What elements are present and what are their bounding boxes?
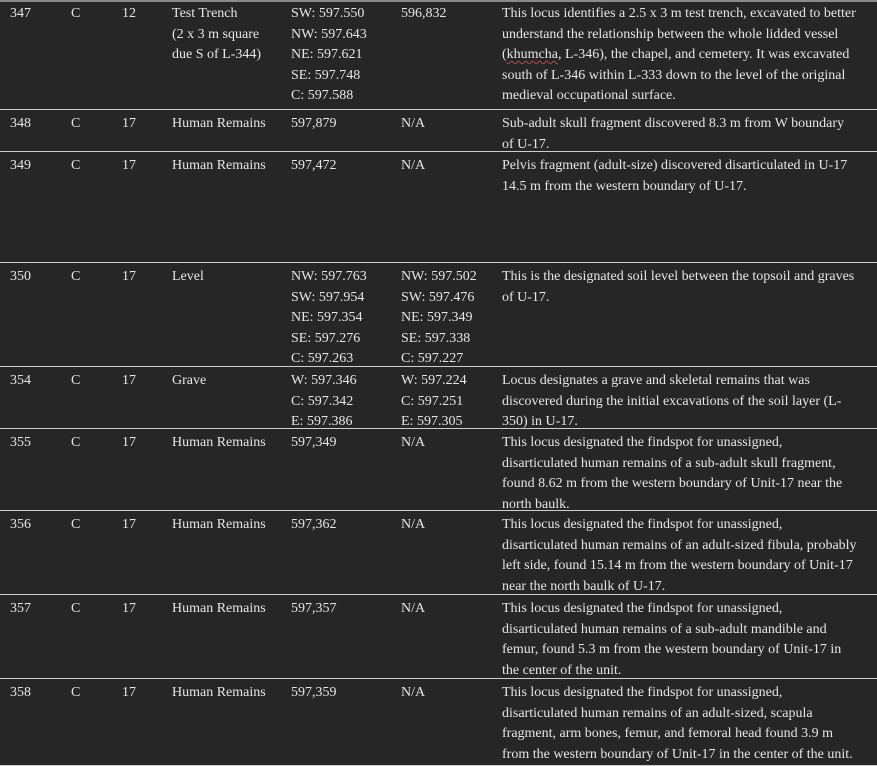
locus-description-line: from the western boundary of Unit-17 in the center of the unit. [502,746,853,762]
unit-number: 17 [122,269,136,284]
locus-description-line: medieval occupational surface. [502,88,676,104]
opening-elevation-line: C: 597.263 [291,351,354,367]
closing-elevation [401,433,425,454]
unit-number: 17 [122,517,136,532]
locus-description-line: 350) in U-17. [502,414,578,430]
locus-description-line: This is the designated soil level between the topsoil and graves [502,269,855,284]
opening-elevation [291,683,337,704]
table-row [0,511,877,595]
unit-number: 17 [122,435,136,450]
locus-description-line: femur, found 5.3 m from the western boundary of Unit-17 in [502,642,842,658]
closing-elevation-line: E: 597.305 [401,414,463,430]
table-row [0,679,877,766]
locus-description [502,156,872,197]
locus-number: 355 [10,435,31,450]
opening-elevation-line: SW: 597.954 [291,289,365,305]
closing-elevation [401,371,467,433]
locus-type-line: Human Remains [172,116,266,131]
area-code: C [71,269,81,284]
area-code: C [71,435,81,450]
locus-type-line: Grave [172,373,207,388]
closing-elevation [401,267,477,370]
opening-elevation-line: 597,359 [291,685,337,700]
locus-description-line: of U-17. [502,289,550,305]
unit-number: 17 [122,601,136,616]
unit-number: 17 [122,373,136,388]
locus-type-line: Human Remains [172,158,266,173]
locus-description [502,515,872,597]
locus-type [172,433,266,454]
locus-description-line: discovered during the initial excavations of the soil layer (L- [502,393,842,409]
locus-type-line: Human Remains [172,435,266,450]
closing-elevation [401,515,425,536]
opening-elevation [291,371,357,433]
table-row [0,110,877,152]
locus-description-line: Sub-adult skull fragment discovered 8.3 m from W boundary [502,116,845,131]
locus-type [172,371,206,392]
locus-type [172,683,266,704]
unit-number: 17 [122,685,136,700]
closing-elevation-line: 596,832 [401,6,447,21]
opening-elevation-line: 597,357 [291,601,337,616]
locus-type [172,599,266,620]
unit-number: 17 [122,116,136,131]
table-row [0,429,877,511]
locus-type-line: Human Remains [172,685,266,700]
closing-elevation [401,114,425,135]
opening-elevation [291,515,337,536]
opening-elevation [291,599,337,620]
area-code: C [71,517,81,532]
opening-elevation-line: SW: 597.550 [291,6,365,21]
closing-elevation-line: N/A [401,517,426,532]
locus-number: 350 [10,269,31,284]
opening-elevation [291,4,367,107]
locus-description-line: north baulk. [502,496,570,512]
closing-elevation-line: W: 597.224 [401,373,467,388]
locus-description [502,683,872,765]
closing-elevation-line: N/A [401,685,426,700]
locus-description-line: disarticulated human remains of a sub-adult mandible and [502,621,827,637]
locus-description-line: This locus designated the findspot for unassigned, [502,435,783,450]
opening-elevation-line: C: 597.342 [291,393,354,409]
locus-type-line: due S of L-344) [172,47,262,63]
opening-elevation-line: NW: 597.643 [291,26,367,42]
locus-number: 347 [10,6,31,21]
opening-elevation-line: E: 597.386 [291,414,353,430]
opening-elevation-line: 597,362 [291,517,337,532]
locus-description-line: Locus designates a grave and skeletal remains that was [502,373,810,388]
spellcheck-flag: khumcha [506,47,558,63]
opening-elevation-line: SE: 597.276 [291,330,361,346]
unit-number: 12 [122,6,136,21]
opening-elevation-line: C: 597.588 [291,88,354,104]
closing-elevation [401,683,425,704]
closing-elevation-line: N/A [401,601,426,616]
locus-number: 349 [10,158,31,173]
locus-description [502,114,872,155]
table-row [0,0,877,110]
opening-elevation-line: 597,349 [291,435,337,450]
closing-elevation-line: SW: 597.476 [401,289,475,305]
locus-number: 357 [10,601,31,616]
area-code: C [71,116,81,131]
locus-description-line: This locus designated the findspot for unassigned, [502,685,783,700]
closing-elevation-line: NW: 597.502 [401,269,477,284]
opening-elevation [291,433,337,454]
area-code: C [71,601,81,616]
locus-type-line: Test Trench [172,6,238,21]
locus-type [172,515,266,536]
locus-description [502,371,872,433]
closing-elevation-line: C: 597.251 [401,393,464,409]
locus-description [502,433,872,515]
table-row [0,595,877,679]
area-code: C [71,685,81,700]
opening-elevation-line: NE: 597.621 [291,47,363,63]
locus-description [502,599,872,681]
locus-description-line: of U-17. [502,136,550,152]
opening-elevation-line: SE: 597.748 [291,67,361,83]
table-row [0,263,877,367]
closing-elevation-line: SE: 597.338 [401,330,471,346]
locus-type [172,156,266,177]
locus-number: 358 [10,685,31,700]
opening-elevation-line: W: 597.346 [291,373,357,388]
locus-type [172,114,266,135]
table-row [0,152,877,263]
locus-description-line: the center of the unit. [502,662,622,678]
opening-elevation-line: 597,472 [291,158,337,173]
locus-description-line: found 8.62 m from the western boundary of Unit-17 near the [502,476,843,492]
closing-elevation-line: N/A [401,116,426,131]
locus-description-line: (khumcha, L-346), the chapel, and cemetery. It was excavated [502,47,850,63]
locus-type [172,4,261,66]
closing-elevation-line: N/A [401,435,426,450]
table-row [0,367,877,429]
locus-type [172,267,204,288]
area-code: C [71,158,81,173]
locus-number: 348 [10,116,31,131]
locus-description [502,4,872,107]
opening-elevation [291,114,337,135]
locus-type-line: Human Remains [172,517,266,532]
locus-description-line: This locus identifies a 2.5 x 3 m test trench, excavated to better [502,6,856,21]
closing-elevation-line: NE: 597.349 [401,310,473,326]
locus-description-line: south of L-346 within L-333 down to the level of the original [502,67,846,83]
opening-elevation [291,267,367,370]
locus-type-line: Human Remains [172,601,266,616]
locus-description-line: disarticulated human remains of a sub-adult skull fragment, [502,455,836,471]
locus-number: 354 [10,373,31,388]
locus-number: 356 [10,517,31,532]
locus-description-line: fragment, arm bones, femur, and femoral head found 3.9 m [502,726,834,742]
closing-elevation [401,156,425,177]
locus-description-line: 14.5 m from the western boundary of U-17. [502,178,747,194]
closing-elevation [401,599,425,620]
locus-type-line: (2 x 3 m square [172,26,260,42]
locus-type-line: Level [172,269,204,284]
closing-elevation [401,4,447,25]
locus-description-line: left side, found 15.14 m from the western boundary of Unit-17 [502,558,853,574]
opening-elevation-line: NW: 597.763 [291,269,367,284]
locus-description-line: Pelvis fragment (adult-size) discovered disarticulated in U-17 [502,158,848,173]
locus-description-line: disarticulated human remains of an adult-sized, scapula [502,705,813,721]
area-code: C [71,373,81,388]
locus-description-line: disarticulated human remains of an adult-sized fibula, probably [502,537,857,553]
closing-elevation-line: N/A [401,158,426,173]
opening-elevation-line: NE: 597.354 [291,310,363,326]
opening-elevation-line: 597,879 [291,116,337,131]
locus-description-line: This locus designated the findspot for unassigned, [502,601,783,616]
area-code: C [71,6,81,21]
unit-number: 17 [122,158,136,173]
locus-description [502,267,872,308]
opening-elevation [291,156,337,177]
locus-description-line: near the north baulk of U-17. [502,578,666,594]
locus-description-line: understand the relationship between the whole lidded vessel [502,26,839,42]
locus-description-line: This locus designated the findspot for unassigned, [502,517,783,532]
closing-elevation-line: C: 597.227 [401,351,464,367]
